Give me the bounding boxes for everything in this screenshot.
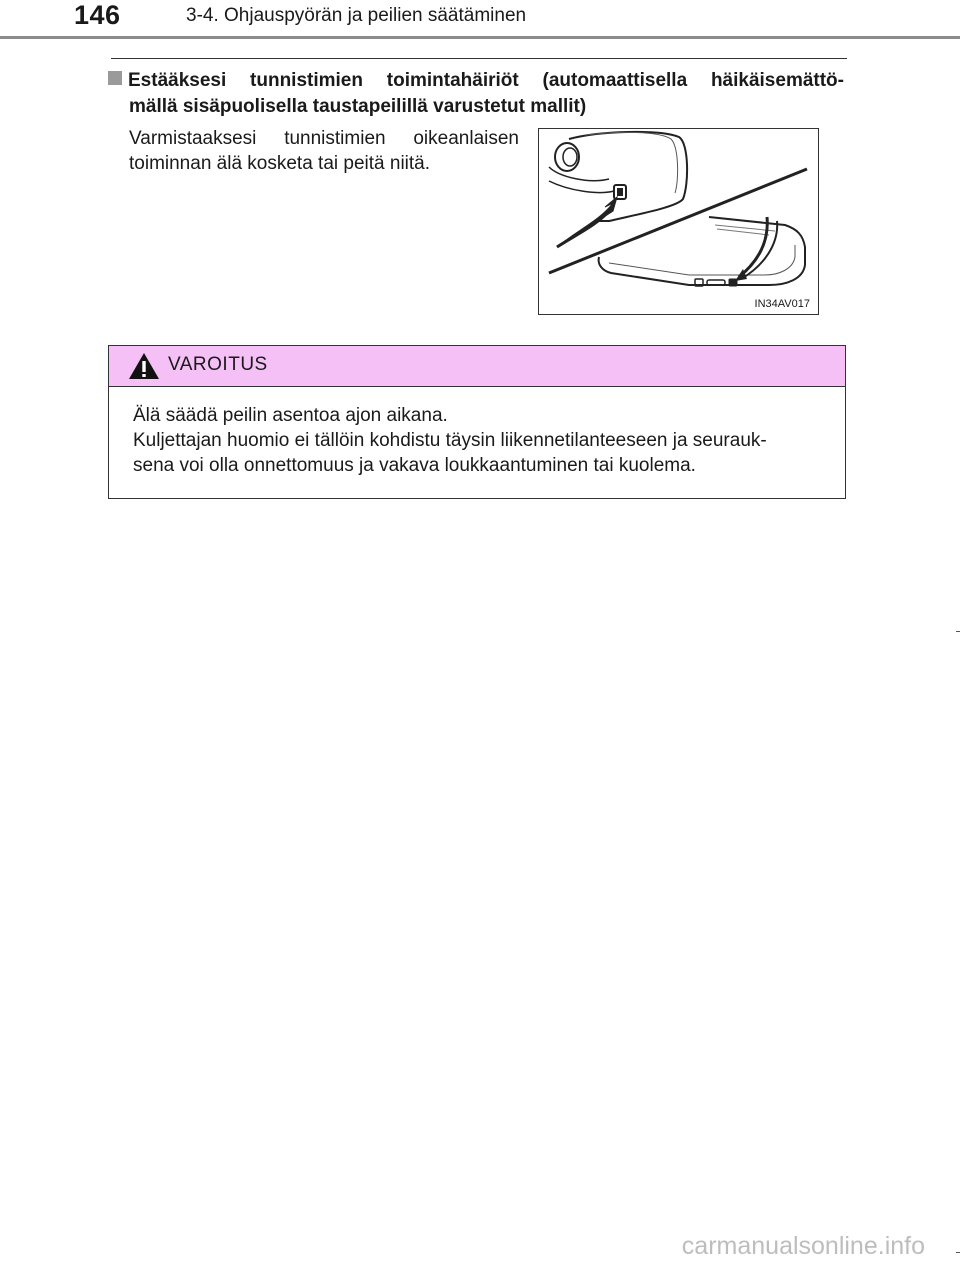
warning-triangle-icon [128,352,160,380]
warning-header [109,346,845,387]
warning-line-2: Kuljettajan huomio ei tällöin kohdistu täysin liikennetilanteeseen ja seurauk- [133,430,767,451]
section-rule [111,58,847,59]
header-rule [0,36,960,39]
body-line-2: toiminnan älä kosketa tai peitä niitä. [129,153,431,174]
warning-body [133,403,833,478]
square-bullet-icon [108,71,122,85]
body-line-1: Varmistaaksesi tunnistimien oikeanlaisen [129,128,519,149]
heading-line-1: Estääksesi tunnistimien toimintahäiriöt (automaattisella häikäisemättö- [108,68,844,94]
warning-line-1: Älä säädä peilin asentoa ajon aikana. [133,405,448,426]
edge-tick [956,631,960,632]
page-number: 146 [74,0,121,30]
warning-line-3: sena voi olla onnettomuus ja vakava loukkaantuminen tai kuolema. [133,455,696,476]
heading-line-2: mällä sisäpuolisella taustapeilillä varustetut mallit) [129,96,587,117]
section-heading [108,68,844,120]
footer-watermark: carmanualsonline.info [681,1232,925,1260]
body-text [129,126,519,176]
warning-box [108,345,846,499]
mirror-illustration [539,129,820,316]
warning-label: VAROITUS [168,354,268,375]
figure-id: IN34AV017 [754,298,810,310]
edge-tick [956,1252,960,1253]
mirror-sensor-figure [538,128,819,315]
running-head: 3-4. Ohjauspyörän ja peilien säätäminen [186,5,527,26]
